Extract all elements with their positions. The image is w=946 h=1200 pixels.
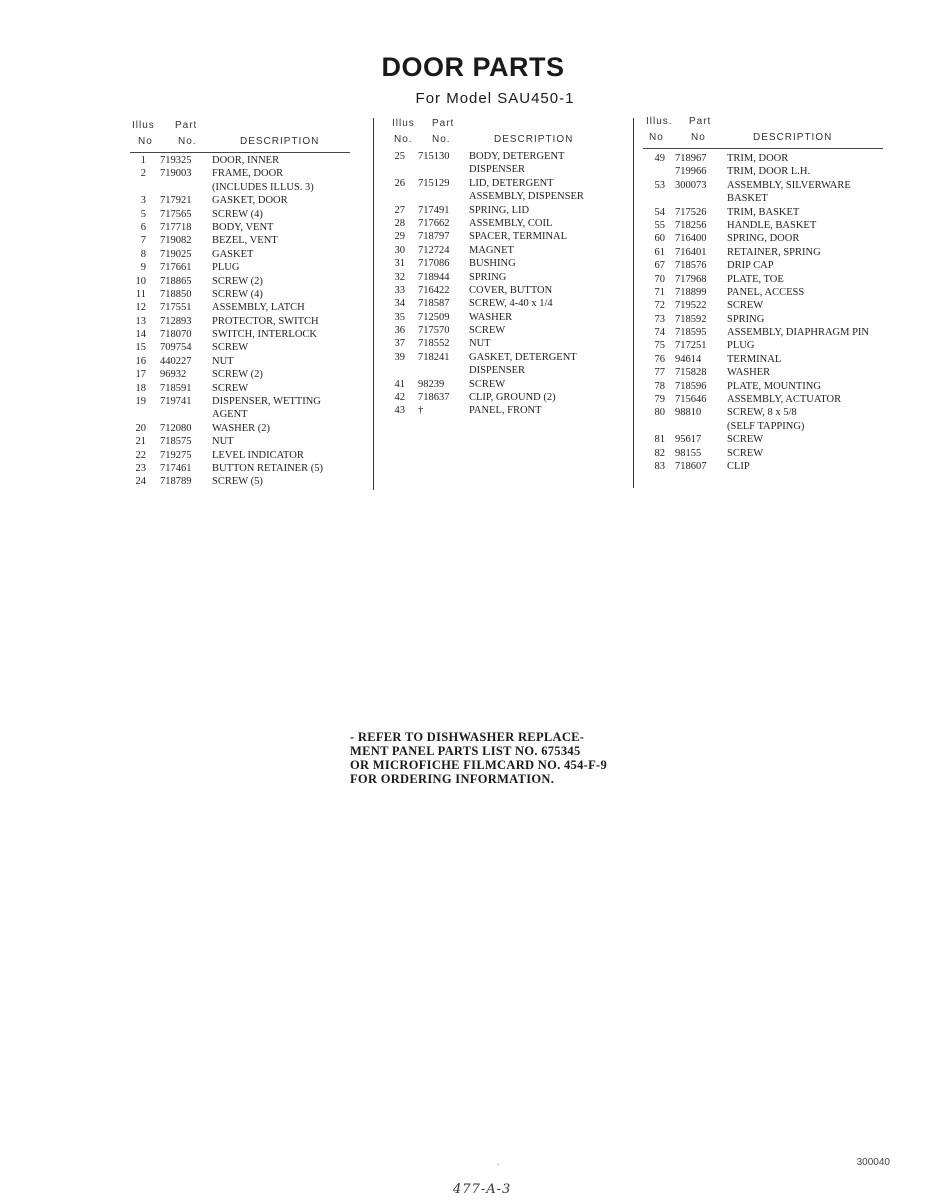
part-number: 718552	[418, 338, 450, 350]
part-number: 719325	[160, 155, 192, 166]
part-number: 95617	[675, 434, 702, 446]
illus-number: 8	[140, 248, 146, 260]
illus-no-header: No	[649, 132, 664, 143]
part-description: PLUG	[212, 262, 240, 274]
part-number: 717921	[160, 195, 192, 207]
part-number: 717718	[160, 221, 192, 233]
illus-number: 30	[394, 244, 405, 256]
illus-number: 26	[394, 177, 405, 189]
illus-number: 71	[654, 286, 665, 298]
part-number: 719522	[675, 300, 707, 312]
part-description: LID, DETERGENT	[469, 177, 554, 189]
part-number: 717491	[418, 204, 450, 216]
illus-number: 1	[140, 155, 146, 166]
illus-number: 75	[654, 340, 665, 352]
note-line: FOR ORDERING INFORMATION.	[350, 772, 555, 786]
parts-column-3	[643, 116, 888, 472]
parts-column-1	[130, 118, 350, 488]
part-description: ASSEMBLY, LATCH	[212, 302, 305, 314]
part-number: 719966	[675, 166, 707, 178]
part-description: WASHER	[727, 367, 771, 379]
part-number: 717570	[418, 325, 450, 337]
illus-number: 29	[394, 231, 405, 243]
header-rule	[643, 148, 883, 149]
part-description: PANEL, ACCESS	[727, 286, 805, 298]
part-number: 718637	[418, 392, 450, 404]
part-description: AGENT	[212, 409, 248, 421]
part-number: 719025	[160, 248, 192, 260]
part-description: SCREW	[469, 378, 506, 390]
part-number: 98239	[418, 378, 445, 390]
part-description: MAGNET	[469, 244, 514, 256]
part-header: Part	[689, 116, 712, 127]
page-code: 300040	[856, 1157, 890, 1168]
illus-number: 6	[140, 221, 146, 233]
part-description: PLUG	[727, 340, 755, 352]
part-description: ASSEMBLY, ACTUATOR	[727, 394, 842, 406]
illus-number: 67	[654, 260, 665, 272]
part-number: 718070	[160, 329, 192, 341]
part-number: 718967	[675, 153, 707, 164]
part-description: ASSEMBLY, SILVERWARE	[727, 179, 851, 191]
note-line: MENT PANEL PARTS LIST NO. 675345	[350, 744, 581, 758]
part-number: 98155	[675, 447, 702, 459]
part-number: 718899	[675, 286, 707, 298]
part-number: 98810	[675, 407, 702, 419]
part-description: BODY, DETERGENT	[469, 151, 565, 162]
illus-number: 9	[140, 262, 146, 274]
part-number: 718944	[418, 271, 450, 283]
part-number: 718595	[675, 327, 707, 339]
part-number: 94614	[675, 353, 702, 365]
part-description: SCREW, 4-40 x 1/4	[469, 298, 553, 310]
illus-number: 49	[654, 153, 665, 164]
illus-number: 21	[135, 436, 146, 448]
illus-number: 39	[394, 351, 405, 363]
part-header: Part	[175, 120, 198, 131]
part-description: DOOR, INNER	[212, 155, 280, 166]
illus-number: 3	[140, 195, 146, 207]
part-description: SCREW (2)	[212, 275, 263, 287]
illus-number: 61	[654, 246, 665, 258]
part-description: BUSHING	[469, 258, 516, 270]
part-number: 718797	[418, 231, 450, 243]
part-description: PLATE, MOUNTING	[727, 380, 821, 392]
illus-number: 23	[135, 462, 146, 474]
illus-number: 54	[654, 206, 665, 218]
column-header	[643, 118, 888, 152]
illus-number: 5	[140, 208, 146, 220]
part-description: TRIM, BASKET	[727, 206, 800, 218]
part-number: 96932	[160, 369, 187, 381]
description-header: DESCRIPTION	[753, 132, 833, 143]
column-divider	[373, 118, 374, 490]
illus-number: 41	[394, 378, 405, 390]
part-description: HANDLE, BASKET	[727, 219, 817, 231]
part-number: 717661	[160, 262, 192, 274]
illus-number: 78	[654, 380, 665, 392]
description-header: DESCRIPTION	[494, 134, 574, 145]
part-description: GASKET, DOOR	[212, 195, 288, 207]
part-description: LEVEL INDICATOR	[212, 449, 304, 461]
illus-number: 80	[654, 407, 665, 419]
part-description: SCREW	[727, 434, 764, 446]
part-description: ASSEMBLY, DISPENSER	[469, 191, 584, 203]
column-divider	[633, 118, 634, 488]
handwritten-note: 477-A-3	[453, 1182, 512, 1197]
part-number: 715646	[675, 394, 707, 406]
part-number: 717086	[418, 258, 450, 270]
illus-number: 16	[135, 355, 146, 367]
part-description: SPRING	[727, 313, 765, 325]
illus-number: 83	[654, 460, 665, 472]
illus-number: 55	[654, 219, 665, 231]
part-description: DRIP CAP	[727, 260, 774, 272]
illus-number: 70	[654, 273, 665, 285]
part-description: SCREW	[727, 447, 764, 459]
part-number: 719741	[160, 396, 192, 408]
part-description: COVER, BUTTON	[469, 284, 553, 296]
illus-number: 32	[394, 271, 405, 283]
part-number: 715828	[675, 367, 707, 379]
illus-number: 73	[654, 313, 665, 325]
part-number: 715130	[418, 151, 450, 162]
part-number: 718596	[675, 380, 707, 392]
part-number: 712509	[418, 311, 450, 323]
illus-number: 10	[135, 275, 146, 287]
part-number: 712893	[160, 315, 192, 327]
part-description: SCREW	[727, 300, 764, 312]
note-line: - REFER TO DISHWASHER REPLACE-	[350, 730, 585, 744]
part-description: WASHER	[469, 311, 513, 323]
part-description: PLATE, TOE	[727, 273, 784, 285]
part-description: GASKET	[212, 248, 254, 260]
header-rule	[130, 152, 350, 153]
part-number: 716401	[675, 246, 707, 258]
part-description: CLIP, GROUND (2)	[469, 392, 556, 404]
illus-number: 79	[654, 394, 665, 406]
illus-no-header: No.	[394, 134, 413, 145]
illus-header: Illus	[132, 120, 155, 131]
part-description: CLIP	[727, 460, 750, 472]
part-description: TRIM, DOOR L.H.	[727, 166, 811, 178]
part-description: GASKET, DETERGENT	[469, 351, 577, 363]
illus-header: Illus	[392, 118, 415, 129]
part-header: Part	[432, 118, 455, 129]
illus-number: 24	[135, 476, 146, 488]
part-description: SPRING, DOOR	[727, 233, 800, 245]
part-number: 718256	[675, 219, 707, 231]
part-description: BASKET	[727, 193, 768, 205]
illus-number: 14	[135, 329, 146, 341]
part-description: DISPENSER	[469, 365, 526, 377]
illus-number: 25	[394, 151, 405, 162]
illus-number: 53	[654, 179, 665, 191]
part-number: 718850	[160, 288, 192, 300]
part-description: NUT	[212, 355, 234, 367]
illus-number: 60	[654, 233, 665, 245]
part-number: 717461	[160, 462, 192, 474]
illus-number: 35	[394, 311, 405, 323]
part-number: 718591	[160, 382, 192, 394]
illus-number: 19	[135, 396, 146, 408]
part-description: BUTTON RETAINER (5)	[212, 462, 323, 474]
part-number: 718592	[675, 313, 707, 325]
part-no-header: No.	[178, 136, 197, 147]
part-description: DISPENSER	[469, 164, 526, 176]
part-number: 709754	[160, 342, 192, 354]
illus-number: 28	[394, 217, 405, 229]
part-number: †	[418, 405, 424, 417]
illus-number: 31	[394, 258, 405, 270]
illus-number: 15	[135, 342, 146, 354]
part-description: RETAINER, SPRING	[727, 246, 821, 258]
part-description: SCREW	[212, 342, 249, 354]
illus-number: 22	[135, 449, 146, 461]
part-number: 717565	[160, 208, 192, 220]
illus-number: 20	[135, 422, 146, 434]
part-description: SPRING, LID	[469, 204, 530, 216]
part-description: SCREW (4)	[212, 208, 263, 220]
part-number: 718576	[675, 260, 707, 272]
part-number: 717968	[675, 273, 707, 285]
part-no-header: No.	[432, 134, 451, 145]
part-description: PROTECTOR, SWITCH	[212, 315, 319, 327]
illus-header: Illus.	[646, 116, 673, 127]
part-description: ASSEMBLY, DIAPHRAGM PIN	[727, 327, 869, 339]
part-number: 717251	[675, 340, 707, 352]
part-description: FRAME, DOOR	[212, 168, 284, 180]
illus-number: 74	[654, 327, 665, 339]
part-number: 715129	[418, 177, 450, 189]
illus-number: 42	[394, 392, 405, 404]
illus-number: 33	[394, 284, 405, 296]
description-header: DESCRIPTION	[240, 136, 320, 147]
illus-number: 76	[654, 353, 665, 365]
part-number: 717526	[675, 206, 707, 218]
part-description: SCREW (5)	[212, 476, 263, 488]
part-description: PANEL, FRONT	[469, 405, 542, 417]
illus-number: 2	[140, 168, 146, 180]
part-description: (SELF TAPPING)	[727, 420, 805, 432]
part-description: SPACER, TERMINAL	[469, 231, 568, 243]
illus-number: 12	[135, 302, 146, 314]
part-description: BEZEL, VENT	[212, 235, 278, 247]
illus-number: 34	[394, 298, 405, 310]
illus-number: 43	[394, 405, 405, 417]
part-number: 718575	[160, 436, 192, 448]
part-number: 300073	[675, 179, 707, 191]
part-number: 712080	[160, 422, 192, 434]
part-description: SCREW	[469, 325, 506, 337]
part-description: TRIM, DOOR	[727, 153, 789, 164]
part-description: SWITCH, INTERLOCK	[212, 329, 317, 341]
part-description: WASHER (2)	[212, 422, 271, 434]
illus-number: 37	[394, 338, 405, 350]
part-number: 718241	[418, 351, 450, 363]
part-description: NUT	[212, 436, 234, 448]
ordering-note	[350, 730, 650, 786]
part-number: 719275	[160, 449, 192, 461]
column-header	[388, 118, 603, 152]
part-number: 718789	[160, 476, 192, 488]
part-number: 717662	[418, 217, 450, 229]
illus-number: 36	[394, 325, 405, 337]
part-number: 718587	[418, 298, 450, 310]
part-description: SCREW	[212, 382, 249, 394]
part-number: 719082	[160, 235, 192, 247]
part-description: SCREW, 8 x 5/8	[727, 407, 797, 419]
illus-number: 27	[394, 204, 405, 216]
page-title: DOOR PARTS	[381, 52, 565, 82]
illus-number: 72	[654, 300, 665, 312]
part-number: 440227	[160, 355, 192, 367]
illus-number: 17	[135, 369, 146, 381]
part-description: NUT	[469, 338, 491, 350]
illus-no-header: No	[138, 136, 153, 147]
part-number: 717551	[160, 302, 192, 314]
part-number: 718865	[160, 275, 192, 287]
part-description: TERMINAL	[727, 353, 782, 365]
part-description: SPRING	[469, 271, 507, 283]
part-description: SCREW (2)	[212, 369, 263, 381]
illus-number: 77	[654, 367, 665, 379]
part-description: BODY, VENT	[212, 221, 274, 233]
illus-number: 13	[135, 315, 146, 327]
part-number: 719003	[160, 168, 192, 180]
part-number: 716400	[675, 233, 707, 245]
column-header	[130, 118, 350, 152]
part-description: (INCLUDES ILLUS. 3)	[212, 181, 314, 193]
illus-number: 81	[654, 434, 665, 446]
page-mark: .	[497, 1157, 500, 1167]
part-no-header: No	[691, 132, 706, 143]
note-line: OR MICROFICHE FILMCARD NO. 454-F-9	[350, 758, 608, 772]
part-number: 712724	[418, 244, 450, 256]
page-subtitle: For Model SAU450-1	[415, 90, 575, 107]
part-description: ASSEMBLY, COIL	[469, 217, 553, 229]
part-description: DISPENSER, WETTING	[212, 396, 321, 408]
illus-number: 11	[135, 288, 146, 300]
parts-column-2	[388, 118, 603, 417]
part-number: 716422	[418, 284, 450, 296]
part-description: SCREW (4)	[212, 288, 263, 300]
illus-number: 82	[654, 447, 665, 459]
illus-number: 7	[140, 235, 146, 247]
illus-number: 18	[135, 382, 146, 394]
part-number: 718607	[675, 460, 707, 472]
